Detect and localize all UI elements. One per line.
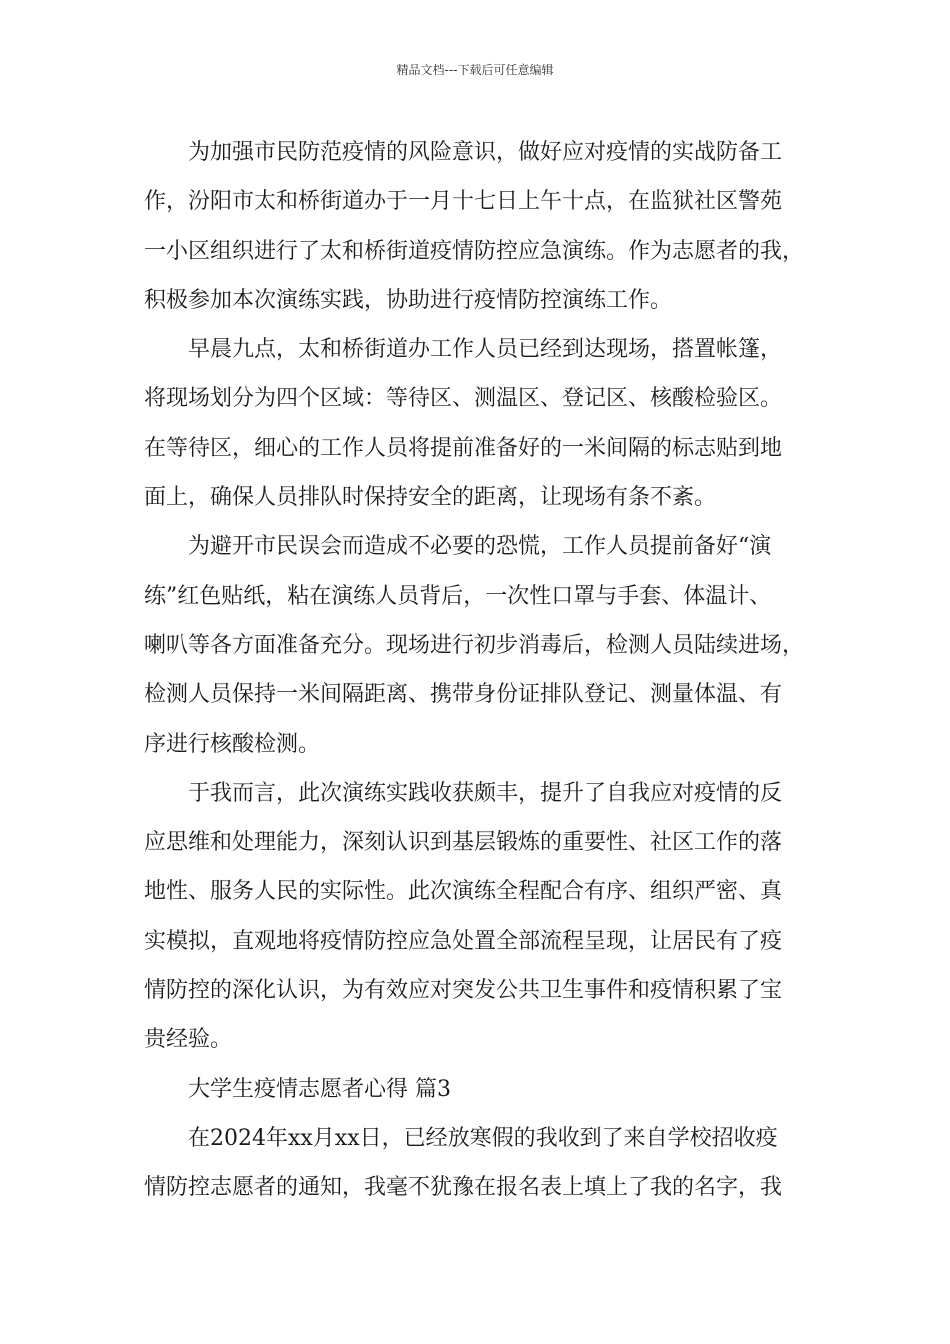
paragraph	[144, 128, 824, 325]
text-line: 在等待区，细心的工作人员将提前准备好的一米间隔的标志贴到地	[144, 435, 783, 461]
page-header: 精品文档---下载后可任意编辑	[396, 63, 554, 77]
text-line: 在2024年xx月xx日，已经放寒假的我收到了来自学校招收疫	[188, 1125, 778, 1151]
text-line: 贵经验。	[144, 1027, 233, 1053]
text-line: 情防控志愿者的通知，我毫不犹豫在报名表上填上了我的名字，我	[144, 1175, 783, 1201]
text-line: 为避开市民误会而造成不必要的恐慌，工作人员提前备好“演	[188, 534, 772, 560]
text-line: 应思维和处理能力，深刻认识到基层锻炼的重要性、社区工作的落	[144, 830, 783, 856]
text-line: 为加强市民防范疫情的风险意识，做好应对疫情的实战防备工	[188, 140, 783, 165]
text-line: 作，汾阳市太和桥街道办于一月十七日上午十点，在监狱社区警苑	[144, 189, 783, 215]
text-line: 积极参加本次演练实践，协助进行疫情防控演练工作。	[144, 287, 673, 313]
section-heading: 大学生疫情志愿者心得 篇3	[188, 1076, 451, 1102]
text-line: 将现场划分为四个区域：等待区、测温区、登记区、核酸检验区。	[144, 386, 783, 412]
text-line: 实模拟，直观地将疫情防控应急处置全部流程呈现，让居民有了疫	[144, 928, 783, 954]
document-body	[144, 128, 824, 1213]
text-line: 喇叭等各方面准备充分。现场进行初步消毒后，检测人员陆续进场，	[144, 632, 805, 658]
text-line: 情防控的深化认识，为有效应对突发公共卫生事件和疫情积累了宝	[144, 978, 783, 1004]
text-line: 序进行核酸检测。	[144, 731, 321, 757]
text-line: 早晨九点，太和桥街道办工作人员已经到达现场，搭置帐篷，	[188, 337, 783, 363]
text-line: 于我而言，此次演练实践收获颇丰，提升了自我应对疫情的反	[188, 780, 783, 806]
text-line: 面上，确保人员排队时保持安全的距离，让现场有条不紊。	[144, 485, 717, 511]
text-line: 地性、服务人民的实际性。此次演练全程配合有序、组织严密、真	[144, 879, 783, 905]
text-line: 练”红色贴纸，粘在演练人员背后，一次性口罩与手套、体温计、	[144, 583, 772, 609]
paragraph	[144, 325, 824, 522]
paragraph	[144, 769, 824, 1065]
text-line: 一小区组织进行了太和桥街道疫情防控应急演练。作为志愿者的我，	[144, 238, 805, 264]
paragraph	[144, 1114, 824, 1213]
text-line: 检测人员保持一米间隔距离、携带身份证排队登记、测量体温、有	[144, 682, 783, 708]
paragraph	[144, 522, 824, 768]
